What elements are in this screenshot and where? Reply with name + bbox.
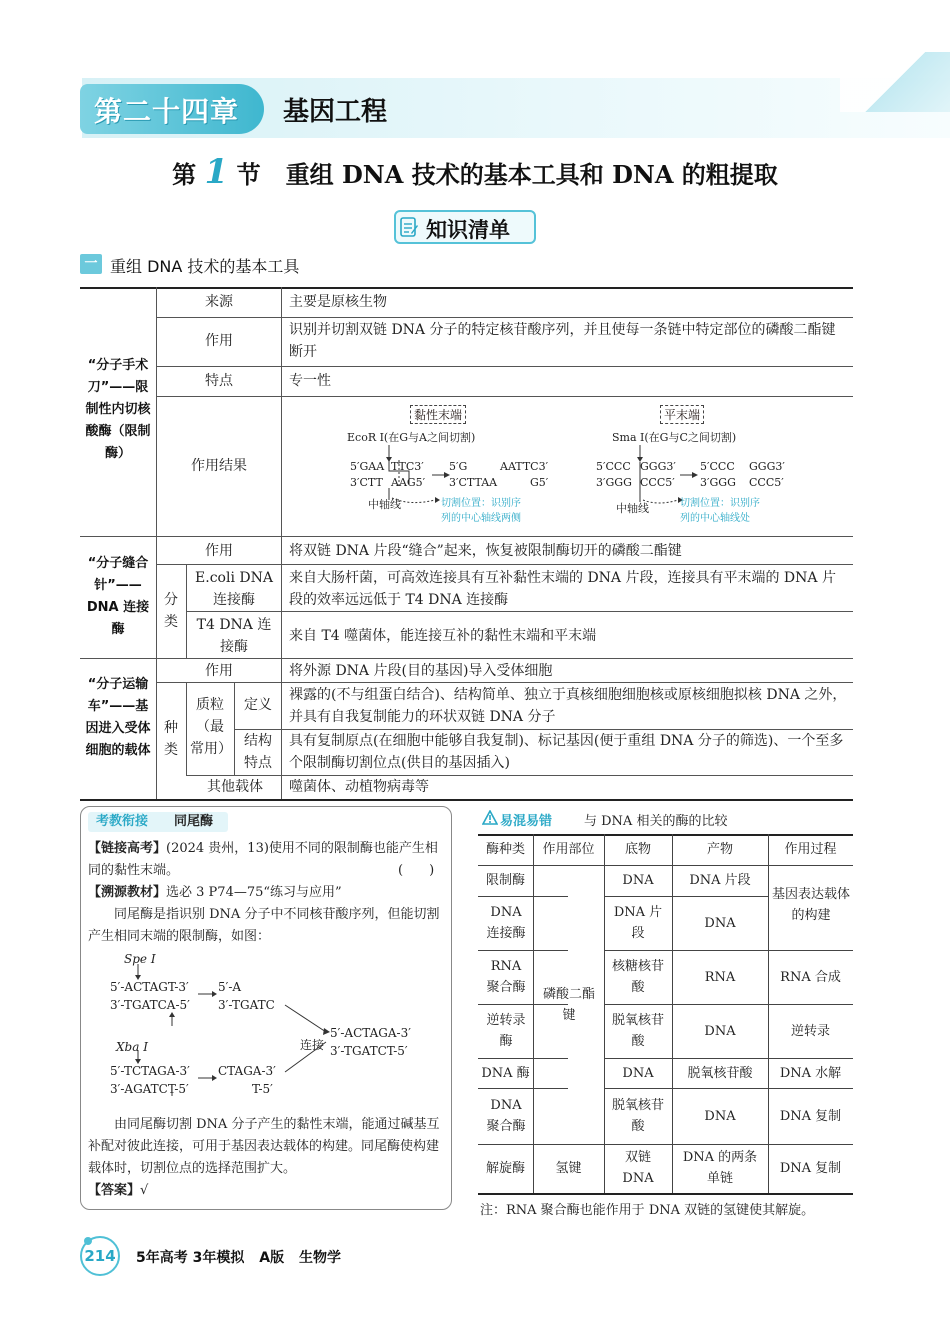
ecor-top-left: 5′GAA [350, 460, 385, 473]
join-label: 连接 [300, 1038, 325, 1052]
trace-textbook-text: 选必 3 P74—75“练习与应用” [166, 885, 342, 900]
answer-value: √ [140, 1183, 149, 1198]
rt-line [604, 1004, 853, 1005]
page-number: 214 [80, 1236, 120, 1276]
enzyme-compare-title: 与 DNA 相关的酶的比较 [584, 814, 728, 829]
other-vector-value: 噬菌体、动植物病毒等 [289, 779, 429, 795]
sticky-end-label: 黏性末端 [410, 405, 466, 424]
spe-top: 5′-ACTAGT-3′ [110, 980, 189, 994]
answer-line [88, 1180, 148, 1202]
link-exam-text: (2024 贵州，13)使用不同的限制酶也能产生相同的黏性末端。 [88, 841, 438, 878]
plasmid-def-label: 定义 [244, 697, 272, 713]
row-label-feature: 特点 [205, 373, 233, 389]
group-ligase: “分子缝合针”——DNA 连接酶 [86, 556, 150, 637]
rt-line [604, 896, 768, 897]
ecor-note-1: 切割位置：识别序 [441, 498, 521, 509]
rt-substrate: DNA [622, 1066, 654, 1081]
rt-enzyme: DNA 酶 [481, 1066, 530, 1081]
spe-result-1: 5′-A [218, 980, 242, 994]
rt-enzyme: 解旋酶 [485, 1161, 525, 1176]
rt-process: DNA 复制 [779, 1161, 842, 1176]
row-line [156, 317, 853, 318]
rt-line [478, 1144, 853, 1145]
rt-line [478, 896, 568, 897]
section-number: 1 [204, 152, 229, 192]
xba-bottom: 3′-AGATCT-5′ [110, 1082, 189, 1096]
other-vector-label: 其他载体 [207, 779, 263, 795]
footer-text [136, 1247, 351, 1267]
xba-result-2: T-5′ [252, 1082, 273, 1096]
subheading: 重组 DNA 技术的基本工具 [110, 257, 300, 276]
plasmid-def-value: 裸露的(不与组蛋白结合)、结构简单、独立于真核细胞细胞核或原核细胞拟核 DNA 之外，并具有自我复制能力的环状双链 DNA 分子 [289, 687, 847, 725]
joined-top: 5′-ACTAGA-3′ [330, 1026, 411, 1040]
rt-merged-process: 基因表达载体的构建 [771, 887, 850, 923]
rt-header-process: 作用过程 [784, 842, 837, 857]
sma-bottom-right: CCC5′ [640, 476, 675, 489]
row-value-feature: 专一性 [289, 373, 331, 389]
spe-bottom: 3′-TGATCA-5′ [110, 998, 190, 1012]
sma-result-2a: 3′GGG [700, 476, 736, 489]
knowledge-list-title: 知识清单 [426, 218, 510, 242]
group-separator [80, 536, 853, 537]
link-exam-tag: 【链接高考】 [88, 841, 167, 856]
answer-tag: 【答案】 [88, 1183, 141, 1198]
joined-bottom: 3′-TGATCT-5′ [330, 1044, 408, 1058]
group-separator [80, 658, 853, 659]
t4-ligase-label: T4 DNA 连接酶 [196, 617, 272, 655]
section-prefix: 第 [172, 160, 197, 189]
vector-action-label: 作用 [205, 663, 233, 679]
iso-enzyme-conclusion: 由同尾酶切割 DNA 分子产生的黏性末端，能通过碱基互补配对彼此连接，可用于基因表达载体的构建。同尾酶使构建载体时，切割位点的选择范围扩大。 [88, 1117, 440, 1176]
t4-ligase-value: 来自 T4 噬菌体，能连接互补的黏性末端和平末端 [289, 628, 597, 644]
col-line [186, 682, 187, 775]
rt-top [478, 834, 853, 836]
col-line [281, 287, 282, 799]
row-line [156, 564, 853, 565]
row-line [186, 611, 853, 612]
row-label-result: 作用结果 [191, 458, 247, 474]
ecor-bottom-right: AAG5′ [391, 476, 426, 489]
rt-col [768, 834, 769, 1193]
rt-bottom [478, 1193, 853, 1195]
sma-result-1a: 5′CCC [700, 460, 735, 473]
rt-enzyme: 限制酶 [485, 873, 525, 888]
rt-process: 逆转录 [790, 1024, 830, 1039]
rt-substrate: 核糖核苷酸 [612, 959, 665, 995]
rt-enzyme: DNA 聚合酶 [486, 1098, 526, 1134]
rt-process: DNA 水解 [779, 1066, 842, 1081]
spe-result-2: 3′-TGATC [218, 998, 275, 1012]
rt-enzyme: 逆转录酶 [486, 1013, 526, 1049]
ecor-axis-label: 中轴线 [368, 498, 401, 511]
rt-substrate: DNA 片段 [613, 905, 663, 941]
rt-product: DNA [704, 1109, 736, 1124]
rt-merged-site: 磷酸二酯键 [542, 987, 595, 1023]
iso-enzyme-intro: 同尾酶是指识别 DNA 分子中不同核苷酸序列，但能切割产生相同末端的限制酶，如图： [88, 907, 440, 944]
rt-substrate: DNA [622, 873, 654, 888]
plasmid-label: 质粒（最常用） [190, 697, 232, 757]
rt-header-product: 产物 [706, 842, 733, 857]
row-label-action: 作用 [205, 333, 233, 349]
rt-line [604, 1088, 853, 1089]
rt-product: RNA [704, 970, 736, 985]
sma-bottom-left: 3′GGG [596, 476, 632, 489]
rt-substrate: 双链 DNA [622, 1150, 654, 1186]
sma-top-right: GGG3′ [640, 460, 676, 473]
subheading-mark [80, 254, 102, 274]
xba-label: Xba Ⅰ [116, 1040, 148, 1054]
chapter-title: 基因工程 [283, 97, 388, 127]
answer-paren: ( ) [398, 863, 435, 878]
col-line [234, 682, 235, 775]
row-label-source: 来源 [205, 294, 233, 310]
ligase-class-label: 分类 [164, 592, 178, 630]
ecor-bottom-left: 3′CTT [350, 476, 383, 489]
col-line [186, 564, 187, 658]
ligase-action-label: 作用 [205, 543, 233, 559]
section-title-text: 重组 DNA 技术的基本工具和 DNA 的粗提取 [285, 160, 778, 189]
rt-process: DNA 复制 [779, 1109, 842, 1124]
group-vector: “分子运输车”——基因进入受体细胞的载体 [85, 677, 151, 758]
blunt-end-label: 平末端 [660, 405, 704, 424]
rt-line [478, 1088, 568, 1089]
rt-process: RNA 合成 [780, 970, 841, 985]
xba-result-1: CTAGA-3′ [218, 1064, 276, 1078]
rt-enzyme: RNA 聚合酶 [486, 959, 526, 995]
ecor-label: EcoR Ⅰ(在G与A之间切割) [347, 431, 476, 444]
spe-label: Spe Ⅰ [124, 952, 156, 966]
row-line [156, 396, 853, 397]
sma-result-1b: GGG3′ [749, 460, 785, 473]
trace-textbook-tag: 【溯源教材】 [88, 885, 167, 900]
sma-note-2: 列的中心轴线处 [680, 513, 750, 524]
table-bottom-border [80, 799, 853, 801]
rt-substrate: 脱氧核苷酸 [612, 1013, 665, 1049]
row-value-action: 识别并切割双链 DNA 分子的特定核苷酸序列，并且使每一条链中特定部位的磷酸二酯键断开 [289, 322, 836, 360]
rt-col [533, 834, 534, 1193]
plasmid-struct-value: 具有复制原点(在细胞中能够自我复制)、标记基因(便于重组 DNA 分子的筛选)、一个至多个限制酶切割位点(供目的基因插入) [289, 733, 844, 771]
subheading-mark-text: 一 [84, 256, 98, 271]
plasmid-struct-label: 结构特点 [244, 733, 272, 771]
section-suffix: 节 [236, 160, 261, 189]
sma-result-2b: CCC5′ [749, 476, 784, 489]
enzyme-table-note: 注：RNA 聚合酶也能作用于 DNA 双链的氢键使其解旋。 [480, 1203, 815, 1218]
table-top-border [80, 287, 853, 289]
warning-icon [482, 810, 498, 826]
rt-site: 氢键 [555, 1161, 582, 1176]
rt-line [478, 1058, 568, 1059]
corner-decoration [840, 52, 950, 112]
sma-axis-label: 中轴线 [616, 502, 649, 515]
ecoli-ligase-label: E.coli DNA 连接酶 [195, 570, 273, 608]
trace-textbook-line [88, 882, 446, 904]
rt-line [604, 950, 853, 951]
rt-product: DNA 的两条单链 [682, 1150, 758, 1186]
ecor-result-2a: 3′CTTAA [449, 476, 498, 489]
rt-product: DNA [704, 916, 736, 931]
vector-action-value: 将外源 DNA 片段(目的基因)导入受体细胞 [289, 663, 553, 679]
ecor-result-1b: AATTC3′ [500, 460, 549, 473]
rt-product: DNA [704, 1024, 736, 1039]
ecor-result-1a: 5′G [449, 460, 468, 473]
ligase-action-value: 将双链 DNA 片段“缝合”起来，恢复被限制酶切开的磷酸二酯键 [289, 543, 682, 559]
rt-product: 脱氧核苷酸 [687, 1066, 753, 1081]
rt-line [478, 865, 853, 866]
chapter-number: 第二十四章 [94, 95, 240, 128]
iso-enzyme-arrows [80, 950, 452, 1100]
rt-header-enzyme: 酶种类 [485, 842, 525, 857]
row-line [156, 366, 853, 367]
row-value-source: 主要是原核生物 [289, 294, 387, 310]
sma-top-left: 5′CCC [596, 460, 631, 473]
subject: 生物学 [298, 1250, 341, 1266]
section-title [0, 152, 950, 192]
xba-top: 5′-TCTAGA-3′ [110, 1064, 190, 1078]
easy-mistake-tag: 易混易错 [500, 814, 553, 829]
rt-line [604, 1058, 853, 1059]
rt-product: DNA 片段 [689, 873, 751, 888]
rt-enzyme: DNA 连接酶 [486, 905, 526, 941]
sma-note-1: 切割位置：识别序 [680, 498, 760, 509]
notepad-icon [399, 215, 419, 239]
ecor-note-2: 列的中心轴线两侧 [441, 513, 521, 524]
vector-kind-label: 种类 [164, 720, 178, 758]
edition: A版 [259, 1250, 285, 1266]
rt-substrate: 脱氧核苷酸 [612, 1098, 665, 1134]
ecoli-ligase-value: 来自大肠杆菌，可高效连接具有互补黏性末端的 DNA 片段，连接具有平末端的 DNA 片段的效率远远低于 T4 DNA 连接酶 [289, 570, 836, 608]
sma-label: Sma Ⅰ(在G与C之间切割) [612, 431, 737, 444]
ecor-result-2b: G5′ [530, 476, 549, 489]
rt-header-substrate: 底物 [624, 842, 651, 857]
row-line [156, 682, 853, 683]
exam-link-title: 同尾酶 [174, 814, 214, 829]
ecor-top-right: TTC3′ [391, 460, 424, 473]
rt-line [478, 950, 568, 951]
exam-link-tag: 考教衔接 [96, 814, 149, 829]
link-exam-line [88, 838, 446, 882]
group-restriction-enzyme: “分子手术刀”——限制性内切核酸酶（限制酶） [85, 358, 151, 461]
rt-header-site: 作用部位 [542, 842, 595, 857]
book-name: 5年高考 3年模拟 [136, 1250, 245, 1266]
